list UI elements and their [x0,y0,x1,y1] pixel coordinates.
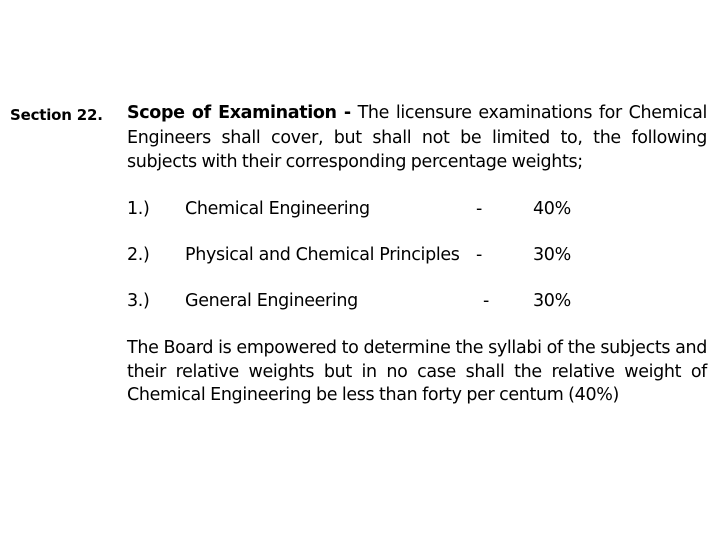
subject-row [127,288,707,314]
intro-paragraph [127,101,707,175]
subject-row [127,242,707,268]
subject-row [127,196,707,222]
closing-paragraph: The Board is empowered to determine the syllabi of the subjects and their relative weights but in no case shall the relative weight of Chemical Engineering be less than forty per centum (40%) [127,338,707,405]
subject-name: Physical and Chemical Principles [185,245,460,265]
subject-number: 1.) [127,199,150,219]
section-heading: Scope of Examination - [127,103,351,123]
subject-weight: 40% [533,199,571,219]
subject-name: Chemical Engineering [185,199,370,219]
subject-dash: - [483,291,489,311]
subject-number: 3.) [127,291,150,311]
subject-name: General Engineering [185,291,358,311]
section-label: Section 22. [10,106,103,124]
subject-weight: 30% [533,291,571,311]
intro-text: The licensure examinations for Chemical Engineers shall cover, but shall not be limited to, the following subjects with their corresponding percentage weights; [127,103,707,172]
subject-weight: 30% [533,245,571,265]
subject-number: 2.) [127,245,150,265]
subject-dash: - [476,245,482,265]
subject-dash: - [476,199,482,219]
